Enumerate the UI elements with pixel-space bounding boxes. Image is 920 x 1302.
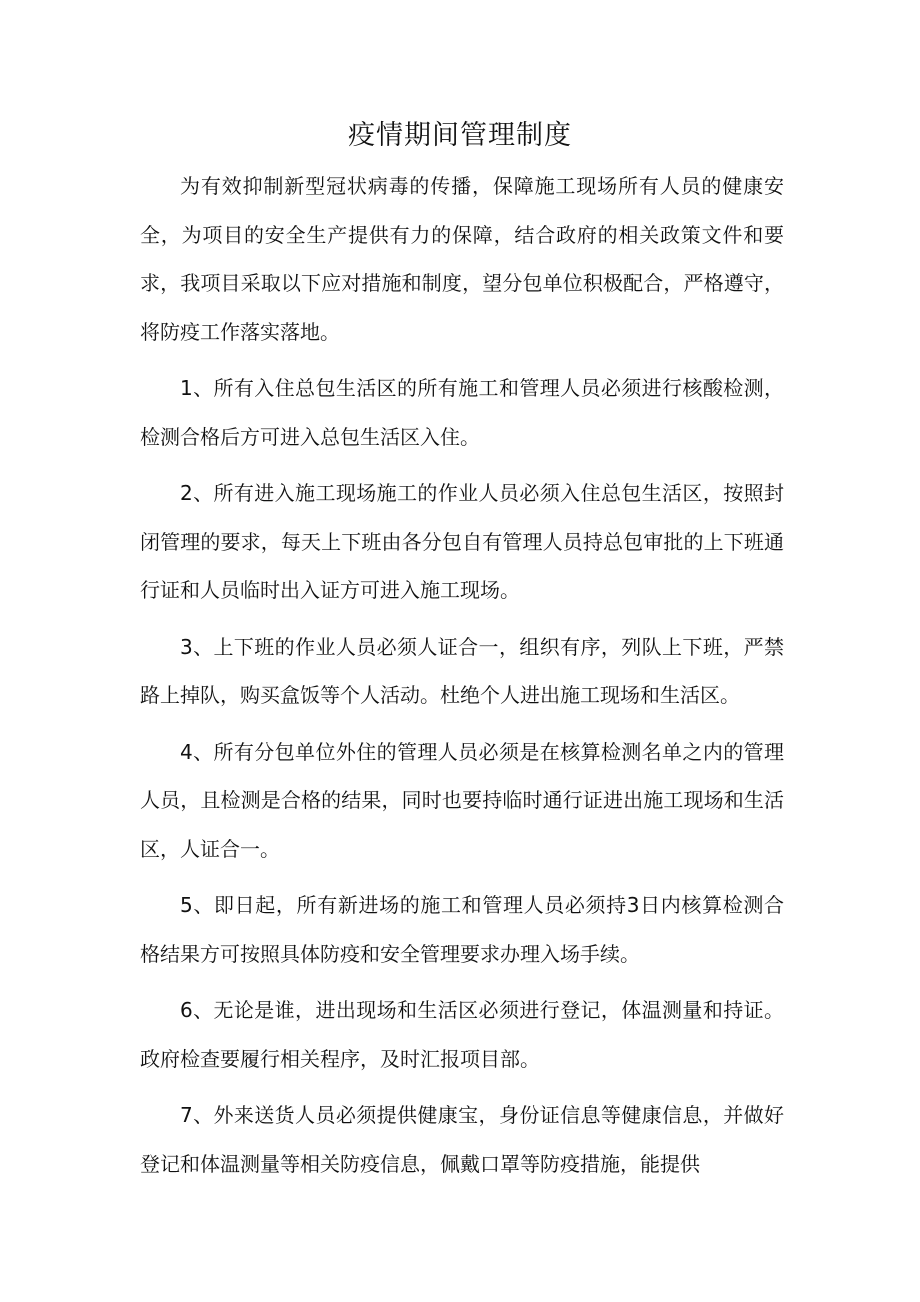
intro-paragraph: 为有效抑制新型冠状病毒的传播，保障施工现场所有人员的健康安全，为项目的安全生产提供有力的保障，结合政府的相关政策文件和要求，我项目采取以下应对措施和制度，望分包单位积极配合，严格遵守，将防疫工作落实落地。 — [140, 174, 784, 344]
rule-item-6: 6、无论是谁，进出现场和生活区必须进行登记，体温测量和持证。政府检查要履行相关程序，及时汇报项目部。 — [140, 998, 784, 1071]
rule-item-2: 2、所有进入施工现场施工的作业人员必须入住总包生活区，按照封闭管理的要求，每天上下班由各分包自有管理人员持总包审批的上下班通行证和人员临时出入证方可进入施工现场。 — [140, 481, 784, 602]
rule-item-4: 4、所有分包单位外住的管理人员必须是在核算检测名单之内的管理人员，且检测是合格的结果，同时也要持临时通行证进出施工现场和生活区，人证合一。 — [140, 739, 784, 861]
rule-item-5: 5、即日起，所有新进场的施工和管理人员必须持3日内核算检测合格结果方可按照具体防疫和安全管理要求办理入场手续。 — [140, 893, 784, 966]
rule-item-3: 3、上下班的作业人员必须人证合一，组织有序，列队上下班，严禁路上掉队，购买盒饭等个人活动。杜绝个人进出施工现场和生活区。 — [140, 634, 784, 707]
document-body — [140, 162, 784, 1196]
page-title: 疫情期间管理制度 — [348, 120, 572, 151]
rule-item-1: 1、所有入住总包生活区的所有施工和管理人员必须进行核酸检测，检测合格后方可进入总包生活区入住。 — [140, 376, 784, 449]
rule-item-7: 7、外来送货人员必须提供健康宝，身份证信息等健康信息，并做好登记和体温测量等相关防疫信息，佩戴口罩等防疫措施，能提供 — [140, 1103, 784, 1176]
